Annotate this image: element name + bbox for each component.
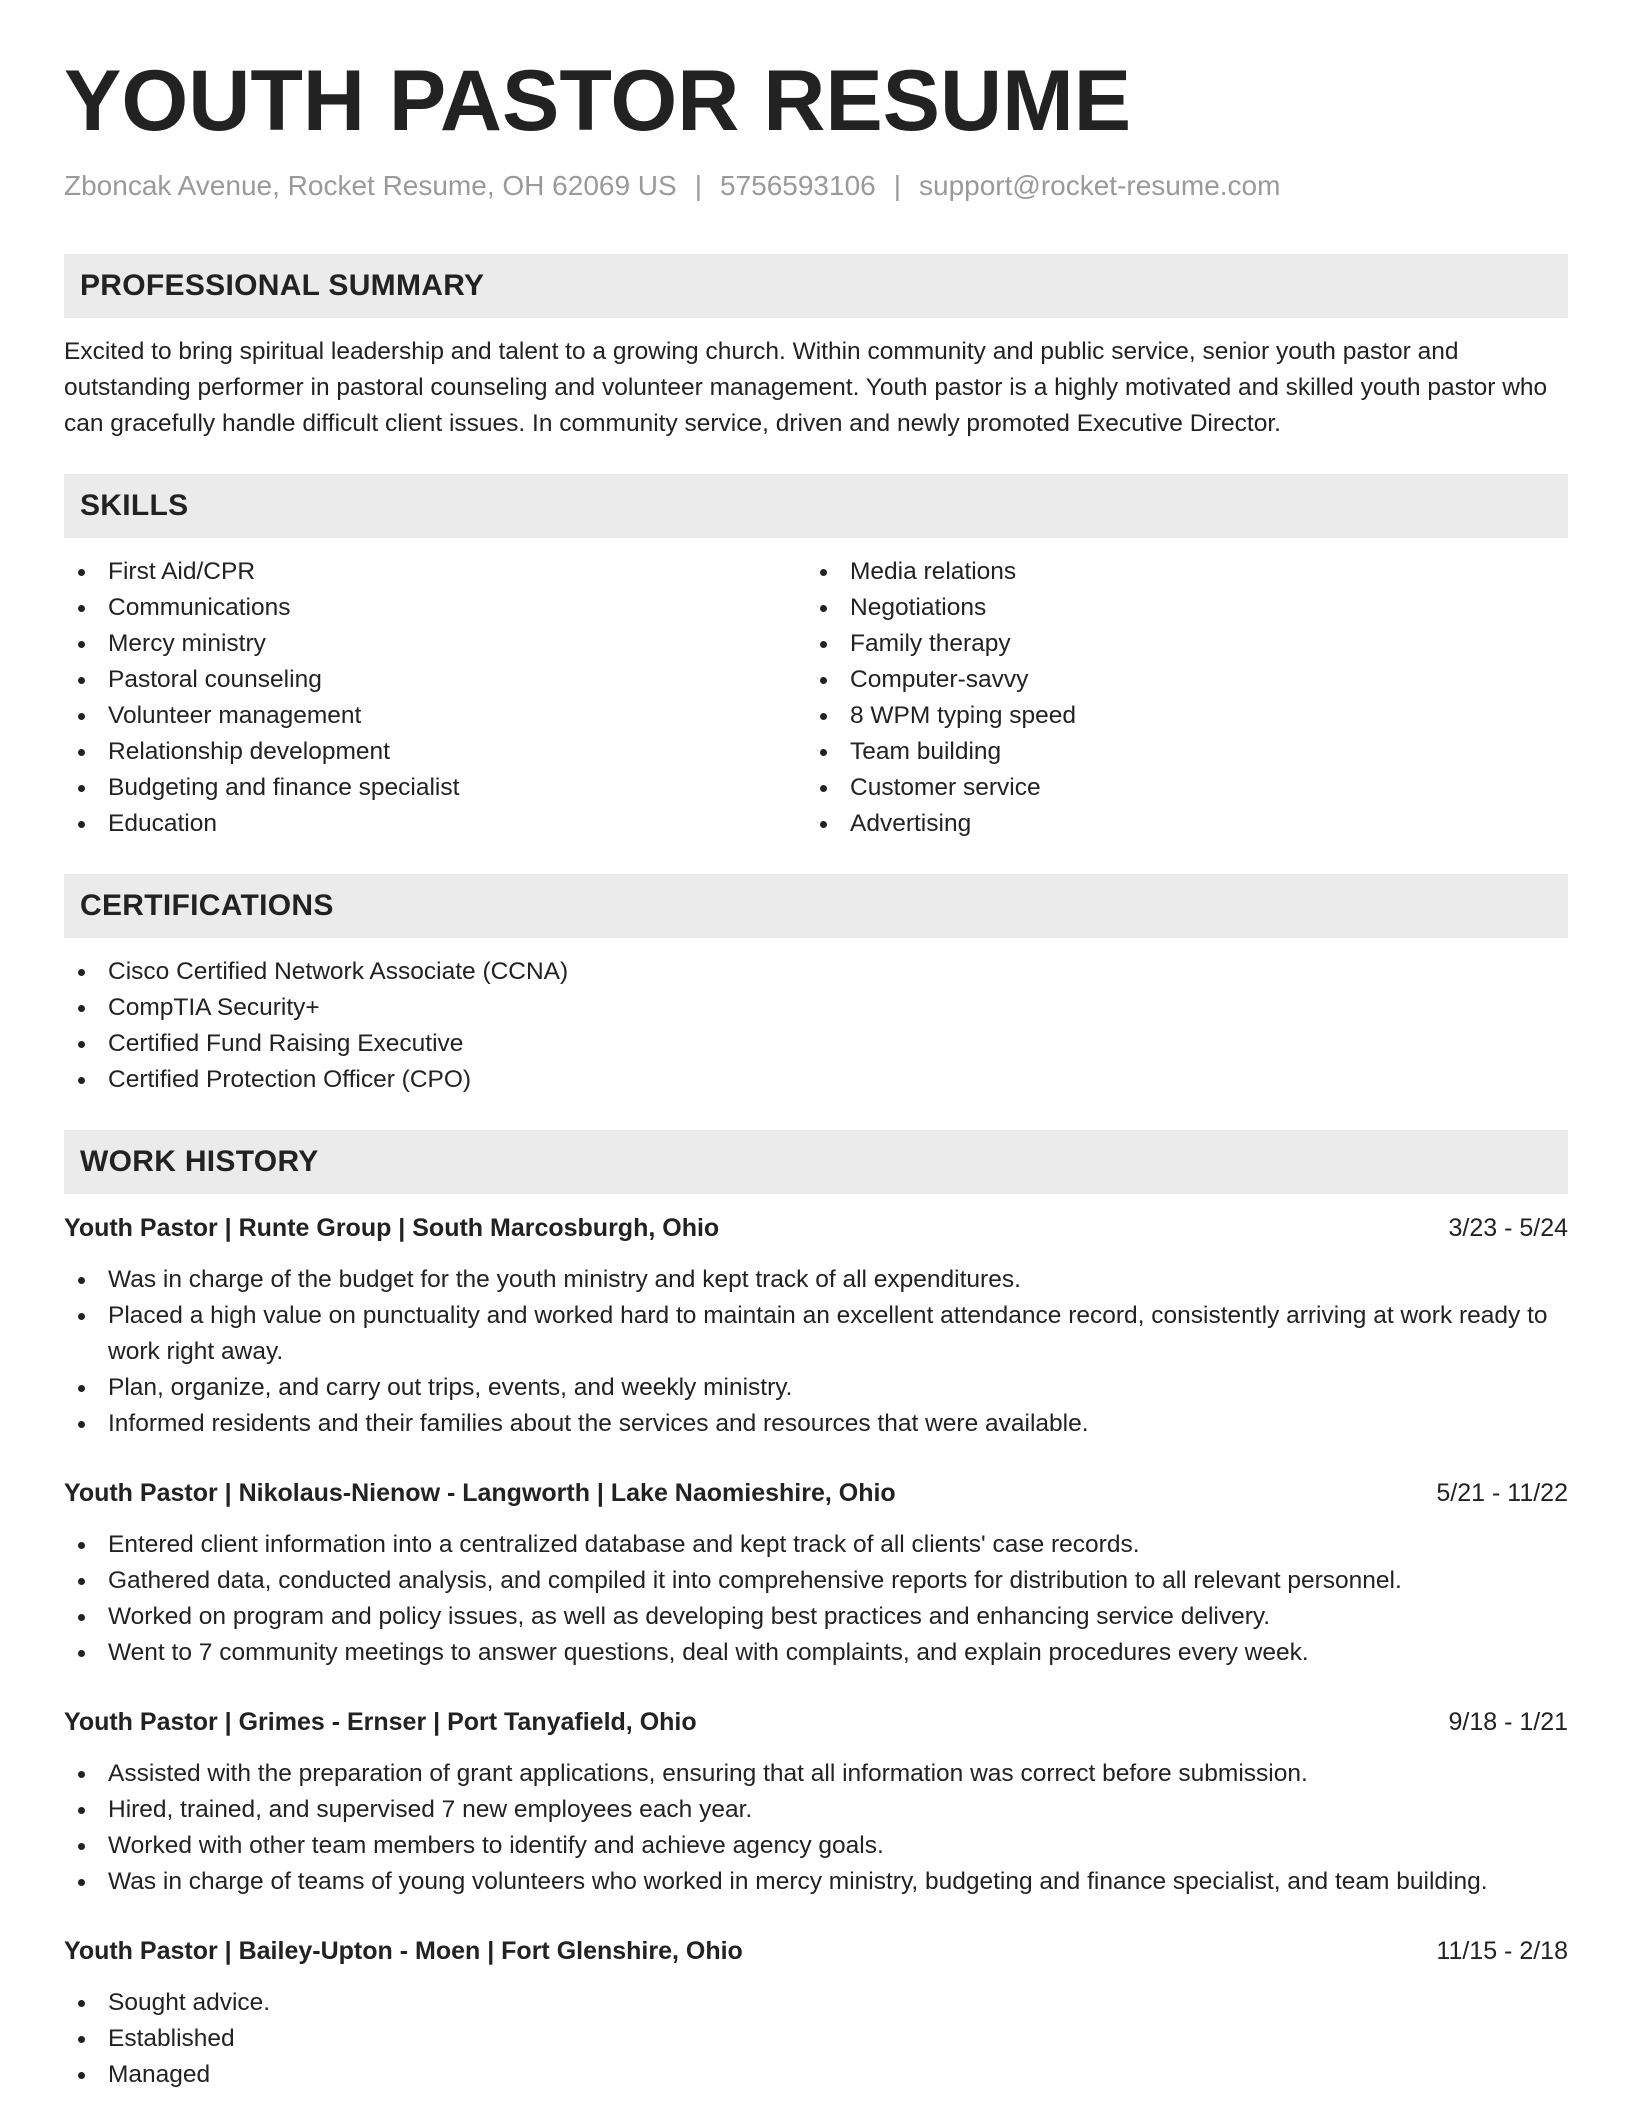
job-duties	[64, 1527, 1568, 1671]
job-duty: Sought advice.	[64, 1985, 1568, 2021]
job-duty: Informed residents and their families about the services and resources that were available.	[64, 1406, 1568, 1442]
skill-item: Volunteer management	[64, 698, 806, 734]
contact-line	[64, 170, 1568, 202]
summary-heading: PROFESSIONAL SUMMARY	[64, 254, 1568, 318]
contact-email: support@rocket-resume.com	[919, 170, 1281, 201]
job-duty: Worked on program and policy issues, as well as developing best practices and enhancing service delivery.	[64, 1599, 1568, 1635]
job-entry	[64, 1210, 1568, 1442]
work-history-section	[64, 1130, 1568, 2093]
resume-title: YOUTH PASTOR RESUME	[64, 53, 1132, 149]
job-dates: 9/18 - 1/21	[1448, 1708, 1568, 1736]
job-entry	[64, 1475, 1568, 1671]
job-duty: Went to 7 community meetings to answer questions, deal with complaints, and explain procedures every week.	[64, 1635, 1568, 1671]
skill-item: Budgeting and finance specialist	[64, 770, 806, 806]
job-duty: Placed a high value on punctuality and worked hard to maintain an excellent attendance record, consistently arriving at work ready to work right away.	[64, 1298, 1568, 1370]
job-header	[64, 1933, 1568, 1969]
contact-separator: |	[893, 170, 902, 201]
job-entry	[64, 1933, 1568, 2093]
skill-item: Education	[64, 806, 806, 842]
job-title: Youth Pastor | Grimes - Ernser | Port Tanyafield, Ohio	[64, 1708, 697, 1736]
job-duty: Was in charge of the budget for the youth ministry and kept track of all expenditures.	[64, 1262, 1568, 1298]
skill-item: Communications	[64, 590, 806, 626]
job-duty: Entered client information into a centralized database and kept track of all clients' case records.	[64, 1527, 1568, 1563]
certification-item: Certified Fund Raising Executive	[64, 1026, 1568, 1062]
skill-item: Advertising	[806, 806, 1548, 842]
job-duties	[64, 1756, 1568, 1900]
skill-item: Media relations	[806, 554, 1548, 590]
certifications-list	[64, 954, 1568, 1098]
job-entry	[64, 1704, 1568, 1900]
skills-left-column	[64, 554, 806, 842]
job-dates: 5/21 - 11/22	[1436, 1479, 1568, 1507]
job-title: Youth Pastor | Runte Group | South Marcosburgh, Ohio	[64, 1214, 720, 1242]
certification-item: Cisco Certified Network Associate (CCNA)	[64, 954, 1568, 990]
job-duty: Plan, organize, and carry out trips, events, and weekly ministry.	[64, 1370, 1568, 1406]
contact-phone: 5756593106	[720, 170, 876, 201]
job-duty: Worked with other team members to identify and achieve agency goals.	[64, 1828, 1568, 1864]
job-title: Youth Pastor | Nikolaus-Nienow - Langworth | Lake Naomieshire, Ohio	[64, 1479, 896, 1507]
skill-item: Family therapy	[806, 626, 1548, 662]
contact-address: Zboncak Avenue, Rocket Resume, OH 62069 US	[64, 170, 677, 201]
skill-item: First Aid/CPR	[64, 554, 806, 590]
job-duty: Hired, trained, and supervised 7 new employees each year.	[64, 1792, 1568, 1828]
certifications-section	[64, 874, 1568, 1098]
skill-item: Mercy ministry	[64, 626, 806, 662]
job-header	[64, 1210, 1568, 1246]
job-duties	[64, 1262, 1568, 1442]
skill-item: 8 WPM typing speed	[806, 698, 1548, 734]
job-dates: 11/15 - 2/18	[1436, 1937, 1568, 1965]
contact-separator: |	[694, 170, 702, 201]
work-history-heading: WORK HISTORY	[64, 1130, 1568, 1194]
job-duty: Managed	[64, 2057, 1568, 2093]
summary-text: Excited to bring spiritual leadership and talent to a growing church. Within community and public service, senior youth pastor and outstanding performer in pastoral counseling and volunteer management. Youth pastor is a highly motivated and skilled youth pastor who can gracefully handle difficult client issues. In community service, driven and newly promoted Executive Director.	[64, 338, 1548, 437]
certifications-heading: CERTIFICATIONS	[64, 874, 1568, 938]
skill-item: Computer-savvy	[806, 662, 1548, 698]
skill-item: Customer service	[806, 770, 1548, 806]
summary-section	[64, 254, 1568, 442]
job-duty: Assisted with the preparation of grant applications, ensuring that all information was correct before submission.	[64, 1756, 1568, 1792]
skill-item: Pastoral counseling	[64, 662, 806, 698]
job-duties	[64, 1985, 1568, 2093]
skill-item: Relationship development	[64, 734, 806, 770]
job-header	[64, 1475, 1568, 1511]
skills-right-column	[806, 554, 1548, 842]
certification-item: CompTIA Security+	[64, 990, 1568, 1026]
job-duty: Gathered data, conducted analysis, and compiled it into comprehensive reports for distribution to all relevant personnel.	[64, 1563, 1568, 1599]
skill-item: Negotiations	[806, 590, 1548, 626]
skills-grid	[64, 554, 1568, 842]
job-dates: 3/23 - 5/24	[1448, 1214, 1568, 1242]
job-title: Youth Pastor | Bailey-Upton - Moen | Fort Glenshire, Ohio	[64, 1937, 743, 1965]
job-duty: Established	[64, 2021, 1568, 2057]
skills-section	[64, 474, 1568, 842]
job-duty: Was in charge of teams of young volunteers who worked in mercy ministry, budgeting and finance specialist, and team building.	[64, 1864, 1568, 1900]
skill-item: Team building	[806, 734, 1548, 770]
job-header	[64, 1704, 1568, 1740]
skills-heading: SKILLS	[64, 474, 1568, 538]
certification-item: Certified Protection Officer (CPO)	[64, 1062, 1568, 1098]
